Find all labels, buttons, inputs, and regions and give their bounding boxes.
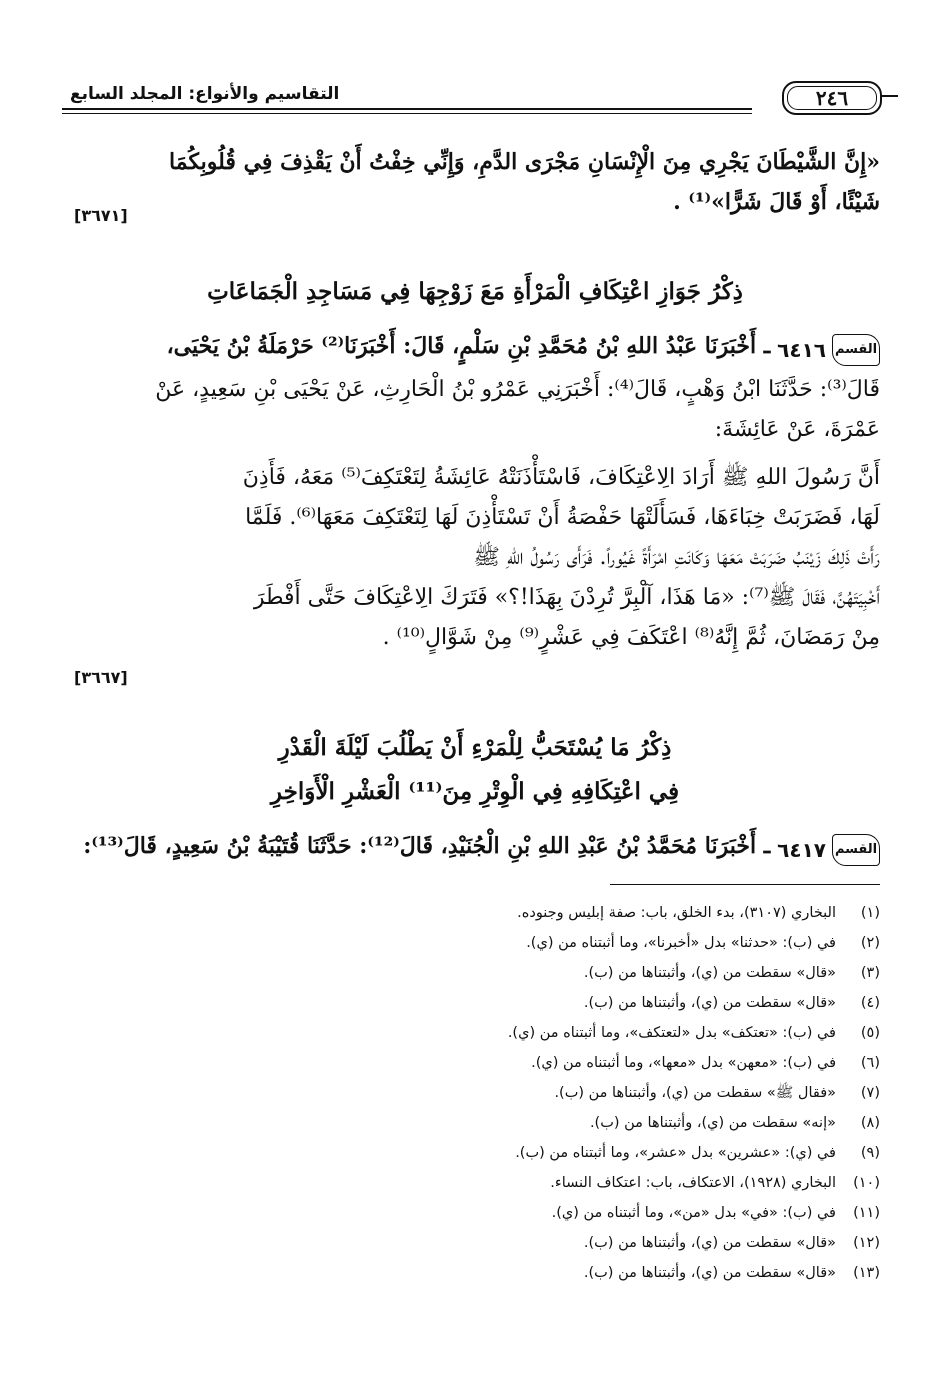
footnotes [100,898,880,1288]
chapter-heading [70,726,880,814]
footnote: (١٠)البخاري (١٩٢٨)، الاعتكاف، باب: اعتكاف النساء. [550,1175,880,1191]
hadith-6416-isnad [70,326,880,450]
footnote: (٣)«قال» سقطت من (ي)، وأثبتناها من (ب). [583,965,880,981]
footnote: (٨)«إنه» سقطت من (ي)، وأثبتناها من (ب). [589,1115,880,1131]
footnote: (٦)في (ب): «معهن» بدل «معها»، وما أثبتناه من (ي). [531,1055,880,1071]
page-number-frame [762,78,882,118]
text-line: أَنَّ رَسُولَ اللهِ ﷺ أَرَادَ الِاعْتِكَافَ، فَاسْتَأْذَنَتْهُ عَائِشَةُ لِتَعْتَكِفَ⁽⁵⁾ مَعَهُ، فَأَذِنَ [242,465,880,490]
hadith-reference: [٣٦٦٧] [74,668,128,687]
chapter-heading-line: فِي اعْتِكَافِهِ فِي الْوِتْرِ مِنَ⁽¹¹⁾ الْعَشْرِ الْأَوَاخِرِ [270,778,680,805]
text-line: مِنْ رَمَضَانَ، ثُمَّ إِنَّهُ⁽⁸⁾ اعْتَكَفَ فِي عَشْرٍ⁽⁹⁾ مِنْ شَوَّالٍ⁽¹⁰⁾ . [382,625,880,650]
running-title: التقاسيم والأنواع: المجلد السابع [70,84,340,104]
footnote: (٢)في (ب): «حدثنا» بدل «أخبرنا»، وما أثبتناه من (ي). [526,935,880,951]
text-line: قَالَ⁽³⁾: حَدَّثَنَا ابْنُ وَهْبٍ، قَالَ⁽⁴⁾: أَخْبَرَنِي عَمْرُو بْنُ الْحَارِثِ، عَنْ يَحْيَى بْنِ سَعِيدٍ، عَنْ [155,377,880,402]
hadith-number-marker [777,830,880,870]
footnote-separator [610,884,880,885]
isnad-first-line: ـ أَخْبَرَنَا مُحَمَّدُ بْنُ عَبْدِ اللهِ بْنِ الْجُنَيْدِ، قَالَ⁽¹²⁾: حَدَّثَنَا قُتَيْبَةُ بْنُ سَعِيدٍ، قَالَ⁽¹³⁾: [83,833,771,859]
page-number-badge [782,81,882,115]
text-line: لَهَا، فَضَرَبَتْ خِبَاءَهَا، فَسَأَلَتْهَا حَفْصَةُ أَنْ تَسْتَأْذِنَ لَهَا لِتَعْتَكِفَ مَعَهَا⁽⁶⁾. فَلَمَّا [245,505,880,530]
footnote: (١٢)«قال» سقطت من (ي)، وأثبتناها من (ب). [583,1235,880,1251]
page-header [62,78,882,124]
footnote: (١٣)«قال» سقطت من (ي)، وأثبتناها من (ب). [583,1265,880,1281]
hadith-number: ٦٤١٦ [777,338,826,362]
footnote: (٤)«قال» سقطت من (ي)، وأثبتناها من (ب). [583,995,880,1011]
hadith-first-line [70,326,880,370]
footnote: (٥)في (ب): «تعتكف» بدل «لتعتكف»، وما أثبتناه من (ي). [507,1025,880,1041]
badge-arrow-icon [882,95,898,97]
chapter-heading-line: ذِكْرُ مَا يُسْتَحَبُّ لِلْمَرْءِ أَنْ يَطْلُبَ لَيْلَةَ الْقَدْرِ [278,734,672,761]
isnad-first-line: ـ أَخْبَرَنَا عَبْدُ اللهِ بْنُ مُحَمَّدِ بْنِ سَلْمٍ، قَالَ: أَخْبَرَنَا⁽²⁾ حَرْمَلَةُ بْنُ يَحْيَى، [166,333,771,359]
footnote: (١١)في (ب): «في» بدل «من»، وما أثبتناه من (ي). [551,1205,880,1221]
header-rule-thin [62,113,752,114]
text-line: «إِنَّ الشَّيْطَانَ يَجْرِي مِنَ الْإِنْسَانِ مَجْرَى الدَّمِ، وَإِنِّي خِفْتُ أَنْ يَقْذِفَ فِي قُلُوبِكُمَا [169,149,880,175]
header-rule [62,108,752,110]
previous-hadith-ending [70,142,880,222]
footnote: (٧)«فقال ﷺ» سقطت من (ي)، وأثبتناها من (ب). [554,1085,880,1101]
text-line: أَخْبِيَتَهُنَّ، فَقَالَ ﷺ⁽⁷⁾: «مَا هَذَا، آلْبِرَّ تُرِدْنَ بِهَذَا!؟» فَتَرَكَ الِاعْتِكَافَ حَتَّى أَفْطَرَ [253,585,880,610]
hadith-reference: [٣٦٧١] [74,206,128,225]
page-number: ٢٤٦ [815,86,849,110]
section-seal-icon: القسم [832,334,880,366]
chapter-heading: ذِكْرُ جَوَازِ اعْتِكَافِ الْمَرْأَةِ مَعَ زَوْجِهَا فِي مَسَاجِدِ الْجَمَاعَاتِ [207,278,743,305]
section-seal-icon: القسم [832,834,880,866]
hadith-number-marker [777,330,880,370]
hadith-6417-isnad [70,826,880,870]
hadith-6416-matn [70,458,880,658]
hadith-number: ٦٤١٧ [777,838,826,862]
text-line: شَيْئًا، أَوْ قَالَ شَرًّا»⁽¹⁾ . [673,189,880,215]
footnote: (١)البخاري (٣١٠٧)، بدء الخلق، باب: صفة إبليس وجنوده. [517,905,880,921]
hadith-first-line [70,826,880,870]
text-line: عَمْرَةَ، عَنْ عَائِشَةَ: [714,417,880,442]
text-line: رَأَتْ ذَلِكَ زَيْنَبُ ضَرَبَتْ مَعَهَا وَكَانَتِ امْرَأَةً غَيُوراً. فَرَأَى رَسُولُ اللهِ ﷺ [473,545,880,570]
footnote: (٩)في (ي): «عشرين» بدل «عشر»، وما أثبتناه من (ب). [515,1145,880,1161]
